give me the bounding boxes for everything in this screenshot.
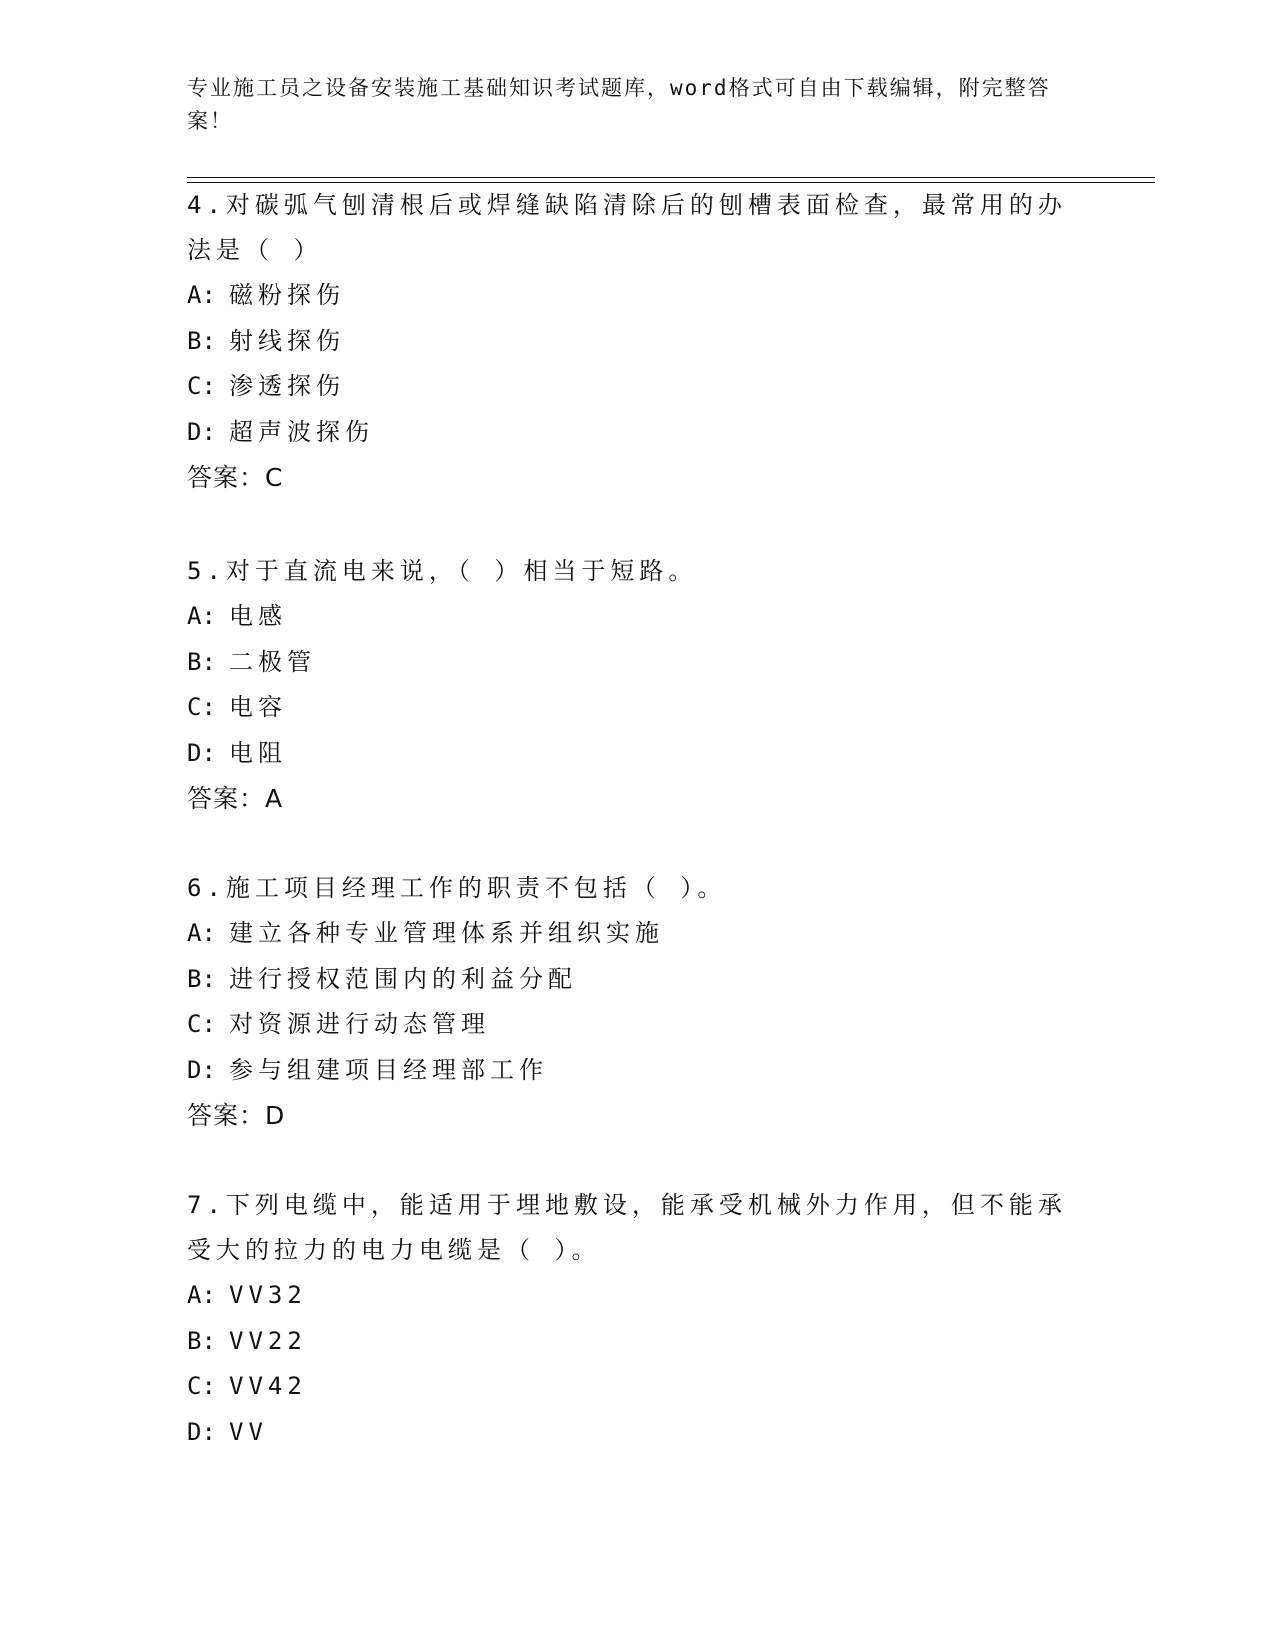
option-a (187, 594, 1087, 640)
option-text: 电阻 (229, 738, 287, 767)
option-key: A: (187, 281, 216, 309)
option-d (187, 410, 1087, 456)
option-text: 建立各种专业管理体系并组织实施 (229, 919, 664, 947)
option-key: A: (187, 919, 216, 947)
option-a (187, 273, 1087, 319)
option-d (187, 1048, 1087, 1094)
option-key: B: (187, 964, 216, 993)
option-text: 渗透探伤 (229, 372, 345, 400)
option-d (187, 1410, 1087, 1456)
option-text: 射线探伤 (229, 326, 345, 355)
option-a (187, 1273, 1087, 1319)
answer-line: 答案：A (187, 784, 284, 813)
option-key: D: (187, 417, 216, 446)
option-b (187, 1319, 1087, 1365)
option-key: C: (187, 1372, 216, 1400)
option-text: 电容 (229, 693, 287, 721)
option-key: C: (187, 372, 216, 400)
option-text: VV (229, 1417, 268, 1446)
option-key: D: (187, 1055, 216, 1084)
question-6 (187, 866, 1087, 1138)
option-b (187, 319, 1087, 365)
option-key: A: (187, 1281, 216, 1309)
option-a (187, 911, 1087, 957)
option-text: VV32 (229, 1281, 307, 1309)
option-text: 超声波探伤 (229, 417, 374, 446)
question-text: 7.下列电缆中，能适用于埋地敷设，能承受机械外力作用，但不能承受大的拉力的电力电缆是（ ）。 (187, 1191, 1067, 1264)
option-text: 二极管 (229, 647, 316, 676)
option-key: D: (187, 1417, 216, 1446)
option-c (187, 685, 1087, 731)
option-key: B: (187, 1326, 216, 1355)
option-text: VV22 (229, 1326, 307, 1355)
option-key: B: (187, 647, 216, 676)
option-text: 进行授权范围内的利益分配 (229, 964, 577, 993)
option-key: D: (187, 738, 216, 767)
question-text: 4.对碳弧气刨清根后或焊缝缺陷清除后的刨槽表面检查，最常用的办法是（ ） (187, 191, 1067, 264)
option-text: VV42 (229, 1372, 307, 1400)
option-key: C: (187, 1010, 216, 1038)
answer-line: 答案：C (187, 463, 284, 492)
option-d (187, 731, 1087, 777)
document-intro: 专业施工员之设备安装施工基础知识考试题库，word格式可自由下载编辑，附完整答案！ (187, 76, 1051, 133)
option-text: 参与组建项目经理部工作 (229, 1055, 548, 1084)
option-c (187, 1364, 1087, 1410)
option-key: B: (187, 326, 216, 355)
option-text: 对资源进行动态管理 (229, 1010, 490, 1038)
question-4 (187, 183, 1087, 500)
header-divider-top (187, 177, 1155, 178)
option-c (187, 364, 1087, 410)
question-text: 6.施工项目经理工作的职责不包括（ ）。 (187, 874, 727, 902)
question-7 (187, 1183, 1087, 1455)
option-text: 磁粉探伤 (229, 281, 345, 309)
option-b (187, 957, 1087, 1003)
question-5 (187, 549, 1087, 821)
option-c (187, 1002, 1087, 1048)
answer-line: 答案：D (187, 1101, 286, 1130)
option-key: C: (187, 693, 216, 721)
option-key: A: (187, 602, 216, 630)
option-b (187, 640, 1087, 686)
option-text: 电感 (229, 602, 287, 630)
question-text: 5.对于直流电来说，（ ）相当于短路。 (187, 557, 698, 585)
